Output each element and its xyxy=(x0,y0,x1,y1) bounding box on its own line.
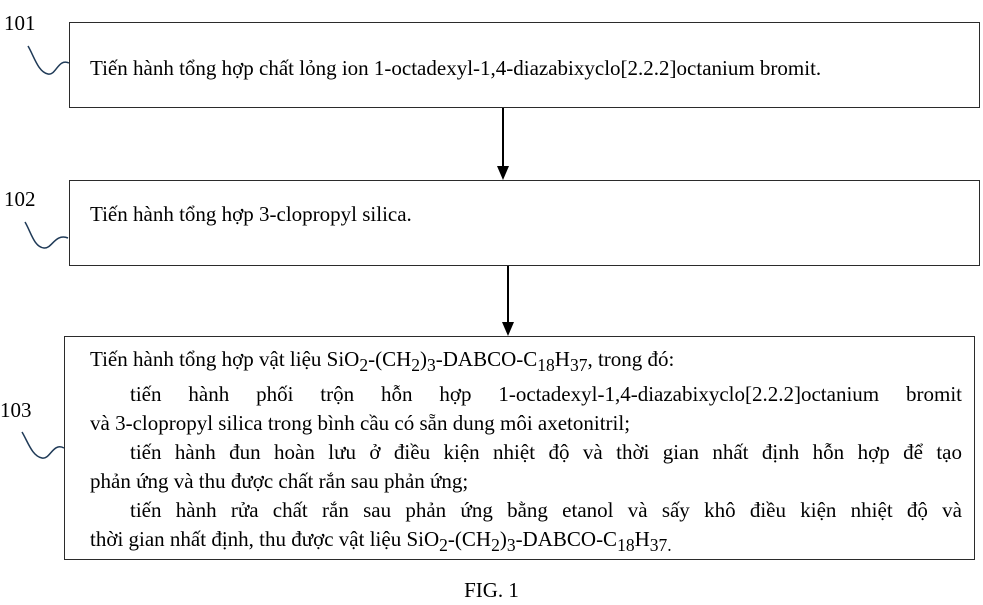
figure-caption: FIG. 1 xyxy=(464,578,519,602)
reference-number-102: 102 xyxy=(4,187,36,211)
step-101-text: Tiến hành tổng hợp chất lỏng ion 1-octadexyl-1,4-diazabixyclo[2.2.2]octanium bromit. xyxy=(90,56,822,80)
substep-mixing-line-2: và 3-clopropyl silica trong bình cầu có sẵn dung môi axetonitril; xyxy=(90,411,631,436)
substep-washing-line-2: thời gian nhất định, thu được vật liệu $SiO_2-(CH_2)_3-DABCO-C_{18}H_{37.}$ xyxy=(90,527,672,556)
substep-mixing-line-1: tiến hành phối trộn hỗn hợp 1-octadexyl-1,4-diazabixyclo[2.2.2]octanium bromit xyxy=(130,382,962,407)
step-box-102 xyxy=(69,180,980,266)
leader-line-102 xyxy=(25,222,68,248)
substep-washing-line-1: tiến hành rửa chất rắn sau phản ứng bằng etanol và sấy khô điều kiện nhiệt độ và xyxy=(130,498,962,523)
reference-number-101: 101 xyxy=(4,11,36,35)
step-103-heading: Tiến hành tổng hợp vật liệu $SiO_2-(CH_2)_3-DABCO-C_{18}H_{37}$, trong đó: xyxy=(90,347,675,376)
leader-line-103 xyxy=(22,432,64,458)
substep-reflux-line-2: phản ứng và thu được chất rắn sau phản ứng; xyxy=(90,469,469,494)
step-102-text: Tiến hành tổng hợp 3-clopropyl silica. xyxy=(90,202,412,226)
step-box-101 xyxy=(69,22,980,108)
leader-line-101 xyxy=(28,46,69,74)
arrowhead-102-to-103 xyxy=(502,322,514,336)
reference-number-103: 103 xyxy=(0,398,32,422)
substep-reflux-line-1: tiến hành đun hoàn lưu ở điều kiện nhiệt độ và thời gian nhất định hỗn hợp để tạo xyxy=(130,440,962,465)
step-103-body xyxy=(90,345,962,560)
arrowhead-101-to-102 xyxy=(497,166,509,180)
step-box-103 xyxy=(64,336,975,560)
